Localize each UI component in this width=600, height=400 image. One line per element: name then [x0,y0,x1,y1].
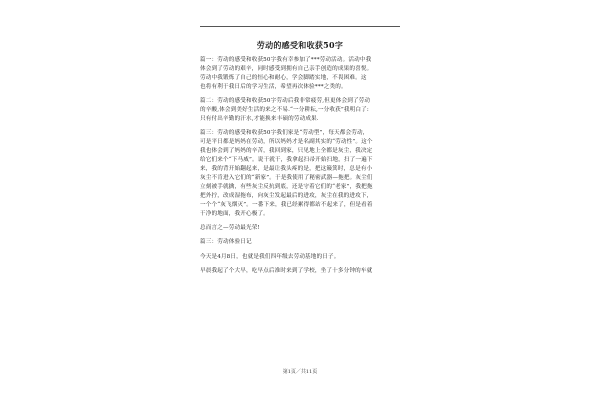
text-line: 干净的地面，我开心极了。 [200,210,269,217]
text-line: 体会到了劳动的艰辛，同时感受到拥有自己亲手创造的成果的喜悦。 [200,65,373,72]
header-rule [200,26,400,27]
text-line: 只有付出辛勤的汗水,才能换来丰硕的劳动成果. [200,115,319,122]
text-line: 立刻被手就擒，有些灰尘反抗到底，还是守着它们的“老家”，我把拖 [200,183,373,190]
text-line: 早晨我起了个大早，吃早点后准时来到了学校，坐了十多分钟的车就 [200,268,373,275]
text-line: 我也体会到了妈妈的辛苦，我回到家，只见地上全都是灰尘，我决定 [200,148,373,155]
text-line: 把外拧，改成湿拖布，向灰尘发起最后的进攻，灰尘在我的进攻下， [200,192,373,199]
text-line: 灰尘不肯进入它们的“新家”。于是我使用了秘密武器—拖把。灰尘们 [200,174,373,181]
text-line: 今天是4月8日，也就是我们四年级去劳动基地的日子。 [200,253,340,260]
text-line: 篇一：劳动的感受和收获50字我有幸参加了***劳动活动。活动中我 [200,57,372,63]
text-line: 篇二：劳动的感受和收获50字劳动后我非常疲劳,但更体会到了劳动 [200,98,371,105]
document-title: 劳动的感受和收获50字 [256,40,344,50]
text-line: 的辛酸,体会到美好生活的来之不易.“一分耕耘,一分收获”我明白了: [200,107,369,114]
text-line: 来，我的背开始翻起来，是最让我头疼的是，把这簸箕时，总是有小 [200,165,373,172]
text-line: 劳动中我锻炼了自己的恒心和耐心，学会脚踏实地，不畏困难。这 [200,74,367,81]
text-line: 总而言之—劳动最光荣! [200,224,260,231]
page-footer: 第1页／共11页 [282,369,318,375]
text-line: 一个个“灰飞烟灭”。一番下来，我已经累得都站不起来了，但是看着 [200,201,373,208]
text-line: 篇三：劳动体验日记 [200,239,252,246]
text-line: 给它们来个“下马威”。说干就干，我拿起扫帚开始扫地，扫了一遍下 [200,157,373,164]
text-line: 也将有利于我日后的学习生活，希望再次体验***之类的。 [200,83,347,90]
document-body [200,56,404,276]
text-line: 可是平日都是妈妈在劳动，所以妈妈才是名副其实的“劳动性”。这个 [200,139,373,146]
text-line: 篇三：劳动的感受和收获50字我们家是“劳动型”，每天都会劳动， [200,130,369,137]
